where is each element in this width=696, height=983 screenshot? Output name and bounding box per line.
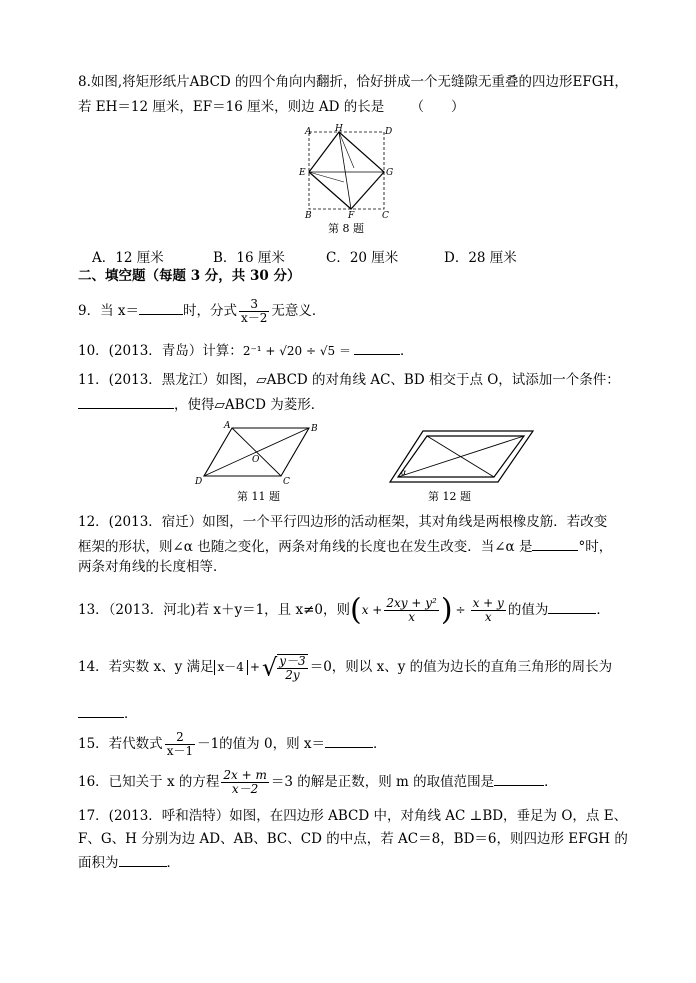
q8-option-c: C．20 厘米 [326, 250, 399, 266]
q8-fold-1 [339, 132, 354, 168]
q14-fraction [277, 654, 307, 682]
q14-eq: ＝0，则以 x、y 的值为边长的直角三角形的周长为 [309, 659, 613, 675]
q8-label-g: G [386, 168, 394, 178]
q16-fraction [221, 769, 268, 796]
q14-plus: + [249, 660, 260, 674]
q9-blank[interactable] [139, 300, 183, 315]
q15-denominator: x－1 [166, 744, 194, 758]
q12-line2-end: °时， [578, 539, 613, 555]
q8-line1: 8.如图,将矩形纸片ABCD 的四个角向内翻折，恰好拼成一个无缝隙无重叠的四边形EFGH， [78, 74, 628, 90]
q13-blank[interactable] [548, 599, 596, 614]
q13-div: ÷ [455, 603, 466, 617]
q17-line2: F、G、H 分别为边 AD、AB、BC、CD 的中点，若 AC＝8，BD＝6，则四边形 EFGH 的 [78, 831, 628, 847]
q11-line2-text: ，使得▱ABCD 为菱形． [174, 397, 325, 413]
q8-label-b: B [305, 211, 312, 221]
q11-caption: 第 11 题 [237, 490, 280, 503]
q8-rect-abcd [309, 132, 384, 209]
q12-alpha-label: α [401, 468, 407, 477]
q13-denominator-2: x [471, 610, 506, 624]
q13-denominator-1: x [384, 610, 438, 624]
q17-end: ． [166, 855, 180, 871]
q17-line1: 17．(2013．呼和浩特）如图，在四边形 ABCD 中，对角线 AC ⊥BD，垂足为 O，点 E、 [78, 808, 628, 824]
q14-end: ． [124, 706, 138, 722]
q13-pre: 13．（2013．河北)若 x＋y＝1，且 x≠0，则 [78, 602, 350, 618]
q11-figure [192, 418, 327, 488]
q16 [78, 766, 558, 798]
q8-option-a: A．12 厘米 [92, 250, 164, 266]
q8-line2-text: 若 EH＝12 厘米，EF＝16 厘米，则边 AD 的长是 [78, 99, 385, 115]
q11-blank[interactable] [78, 394, 174, 409]
q14 [78, 648, 612, 686]
q15-end: ． [372, 736, 387, 752]
q8-option-d: D．28 厘米 [444, 250, 517, 266]
q17-line3-text: 面积为 [78, 855, 119, 871]
q9-pre: 9．当 x＝ [78, 303, 139, 319]
q14-pre: 14．若实数 x、y 满足 [78, 659, 214, 675]
q8-label-f: F [348, 211, 355, 221]
q9-mid: 时，分式 [183, 303, 237, 319]
q13-fraction-2 [471, 597, 506, 624]
q15 [78, 728, 386, 760]
q14-abs: x－4 [214, 660, 248, 675]
q11-line2 [78, 394, 324, 414]
q12-line2 [78, 536, 612, 556]
q11-line1: 11．(2013．黑龙江）如图，▱ABCD 的对角线 AC、BD 相交于点 O，试添加一个条件： [78, 372, 620, 388]
q15-pre: 15．若代数式 [78, 736, 163, 752]
q13-numerator-2: x + y [472, 596, 504, 610]
q14-blank[interactable] [78, 703, 124, 718]
q14-line2 [78, 703, 138, 723]
q8-label-d: D [385, 127, 393, 137]
q12-line1: 12．(2013．宿迁）如图，一个平行四边形的活动框架，其对角线是两根橡皮筋．若改变 [78, 514, 608, 530]
q11-diagonal-bd [204, 428, 309, 476]
q8-label-a: A [305, 127, 312, 137]
q8-label-c: C [382, 211, 389, 221]
q13-right-paren: ) [440, 592, 453, 628]
q16-pre: 16．已知关于 x 的方程 [78, 774, 220, 790]
q8-quad-efgh [309, 132, 384, 209]
q14-denominator: 2y [277, 668, 307, 682]
q14-sqrt-sign: √ [261, 653, 278, 682]
q9-post: 无意义． [271, 303, 326, 319]
q11-label-b: B [311, 424, 318, 434]
q9-denominator: x－2 [241, 311, 268, 325]
q11-label-c: C [283, 477, 290, 487]
q9-fraction [239, 298, 269, 325]
q13-end: ． [596, 602, 610, 618]
q16-post: ＝3 的解是正数，则 m 的取值范围是 [270, 774, 495, 790]
q8-answer-paren: （ ） [410, 99, 465, 115]
q8-figure [296, 122, 400, 224]
q16-blank[interactable] [494, 771, 544, 786]
q17-line3 [78, 852, 180, 872]
q13-fraction-1 [384, 597, 438, 624]
q8-caption: 第 8 题 [328, 222, 364, 235]
q11-label-d: D [195, 477, 203, 487]
q13-numerator-1: 2xy + y² [386, 596, 437, 610]
q13-left-paren: ( [349, 592, 362, 628]
q13 [78, 592, 610, 628]
q8-line-hf [339, 132, 351, 209]
q15-post: －1的值为 0，则 x＝ [197, 736, 325, 752]
q12-blank[interactable] [532, 536, 578, 551]
q12-figure [388, 428, 538, 486]
q14-numerator: y－3 [279, 653, 306, 668]
q8-line2 [78, 98, 465, 116]
q17-blank[interactable] [119, 852, 167, 867]
q10-post: ． [399, 343, 414, 359]
q8-option-b: B．16 厘米 [213, 250, 285, 266]
q9-numerator: 3 [250, 297, 259, 311]
q8-label-h: H [335, 124, 343, 134]
q12-line3: 两条对角线的长度相等． [78, 559, 227, 575]
q11-label-a: A [224, 421, 231, 431]
q10-expression: 2⁻¹ + √20 ÷ √5 ＝ [242, 344, 351, 358]
q15-blank[interactable] [325, 733, 373, 748]
q16-numerator: 2x + m [223, 768, 267, 782]
q15-fraction [165, 731, 195, 758]
q10-blank[interactable] [354, 340, 400, 355]
q16-end: ． [544, 774, 558, 790]
q11-label-o: O [252, 455, 260, 465]
q10-pre: 10．(2013．青岛）计算： [78, 343, 243, 359]
q15-numerator: 2 [176, 730, 184, 744]
q16-denominator: x－2 [221, 782, 268, 796]
q10 [78, 340, 413, 360]
q12-line2-text: 框架的形状，则∠α 也随之变化，两条对角线的长度也在发生改变．当∠α 是 [78, 539, 533, 555]
section-2-heading: 二、填空题（每题 3 分，共 30 分） [78, 268, 301, 284]
q8-label-e: E [299, 168, 306, 178]
q12-caption: 第 12 题 [428, 490, 471, 503]
q9 [78, 298, 325, 325]
q13-post: 的值为 [507, 602, 549, 618]
q13-inner: x + [361, 603, 383, 617]
